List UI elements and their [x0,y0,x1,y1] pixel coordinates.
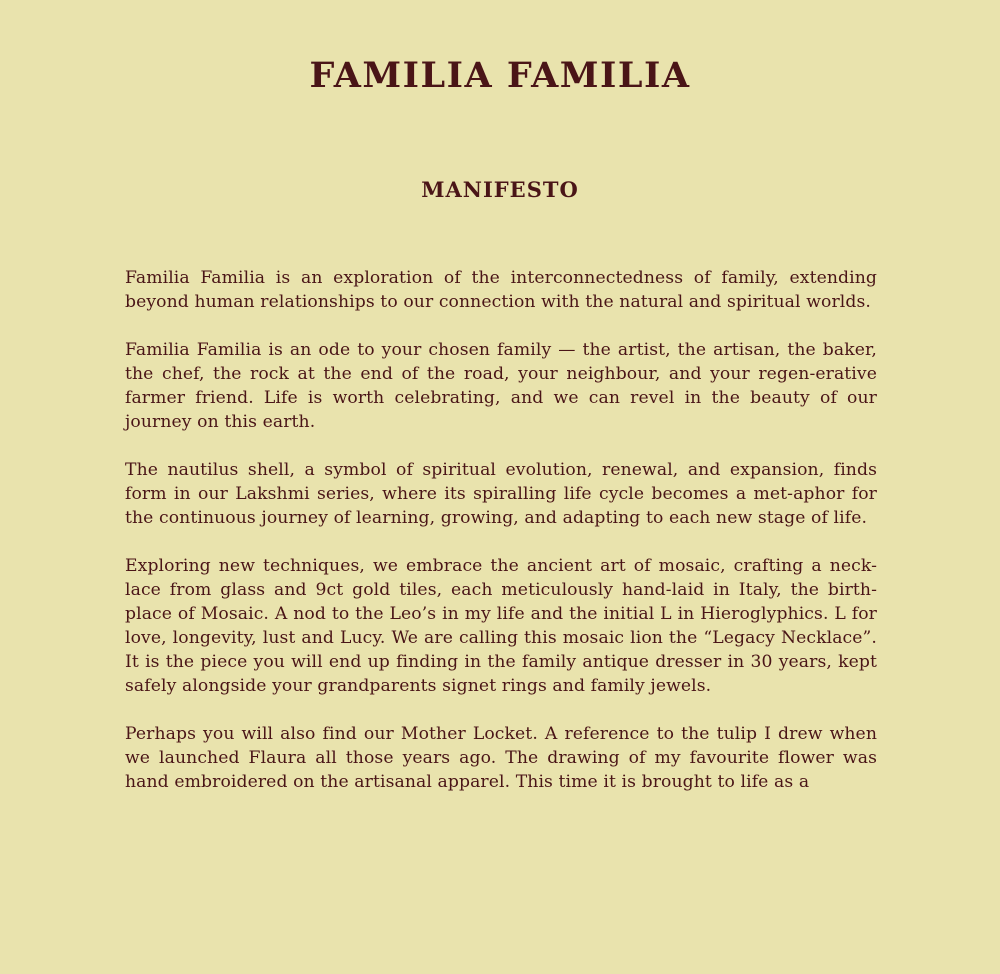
paragraph-1: Familia Familia is an exploration of the interconnectedness of family, extending beyond human relationships to our connection with the natural and spiritual worlds. [125,268,877,312]
paragraph-2: Familia Familia is an ode to your chosen family — the artist, the artisan, the baker, the chef, the rock at the end of the road, your neighbour, and your regen-erative farmer friend. Life is worth celebrating, and we can revel in the beauty of our journey on this earth. [125,340,877,432]
section-title: MANIFESTO [421,177,579,202]
paragraph-4: Exploring new techniques, we embrace the ancient art of mosaic, crafting a neck-lace from glass and 9ct gold tiles, each meticulously hand-laid in Italy, the birth-place of Mosaic. A nod to the Leo’s in my life and the initial L in Hieroglyphics. L for love, longevity, lust and Lucy. We are calling this mosaic lion the “Legacy Necklace”. It is the piece you will end up finding in the family antique dresser in 30 years, kept safely alongside your grandparents signet rings and family jewels. [125,556,877,696]
page-title: FAMILIA FAMILIA [309,55,691,96]
paragraph-3: The nautilus shell, a symbol of spiritual evolution, renewal, and expansion, finds form in our Lakshmi series, where its spiralling life cycle becomes a met-aphor for the continuous journey of learning, growing, and adapting to each new stage of life. [125,460,877,528]
manifesto-body [125,266,877,818]
paragraph-5: Perhaps you will also find our Mother Locket. A reference to the tulip I drew when we launched Flaura all those years ago. The drawing of my favourite flower was hand embroidered on the artisanal apparel. This time it is brought to life as a [125,724,877,792]
